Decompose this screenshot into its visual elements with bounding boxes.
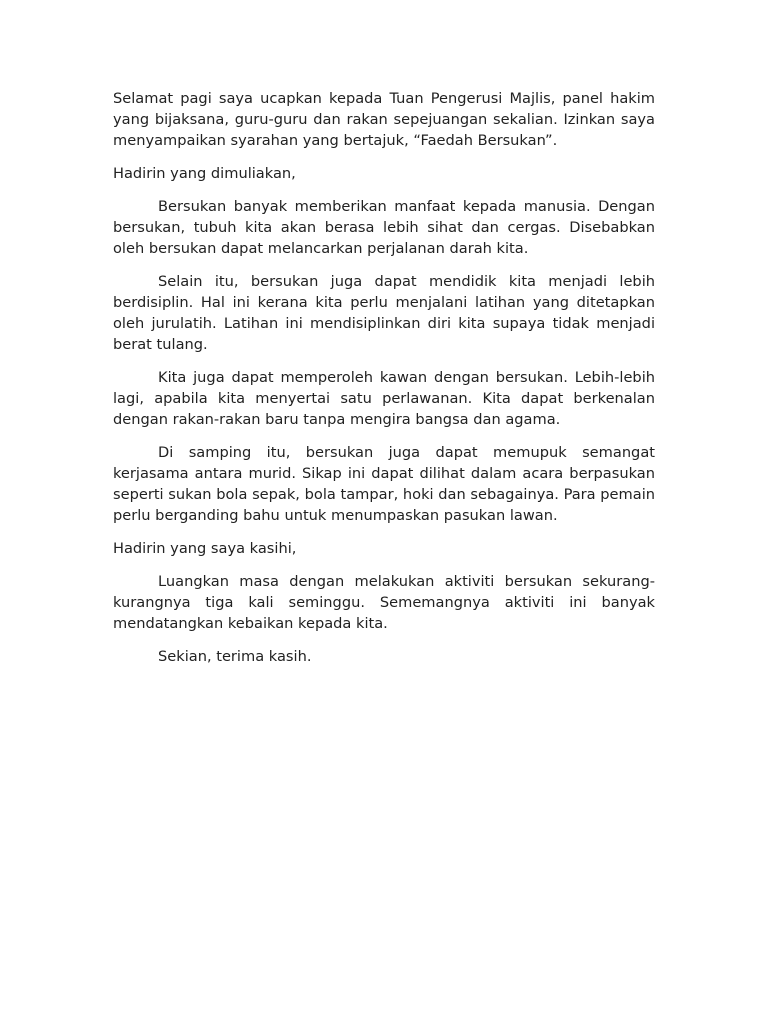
paragraph-body-2: Selain itu, bersukan juga dapat mendidik kita menjadi lebih berdisiplin. Hal ini kerana kita perlu menjalani latihan yang ditetapkan oleh jurulatih. Latihan ini mendisiplinkan diri kita supaya tidak menjadi berat tulang. xyxy=(113,273,655,353)
paragraph-closing: Sekian, terima kasih. xyxy=(158,648,312,666)
paragraph-salutation-2: Hadirin yang saya kasihi, xyxy=(113,539,297,557)
paragraph-opening: Selamat pagi saya ucapkan kepada Tuan Pengerusi Majlis, panel hakim yang bijaksana, guru-guru dan rakan sepejuangan sekalian. Izinkan saya menyampaikan syarahan yang bertajuk, “Faedah Bersukan”. xyxy=(113,90,655,149)
paragraph-body-5: Luangkan masa dengan melakukan aktiviti bersukan sekurang-kurangnya tiga kali seminggu. Sememangnya aktiviti ini banyak mendatangkan kebaikan kepada kita. xyxy=(113,573,655,632)
paragraph-body-4: Di samping itu, bersukan juga dapat memupuk semangat kerjasama antara murid. Sikap ini dapat dilihat dalam acara berpasukan seperti sukan bola sepak, bola tampar, hoki dan sebagainya. Para pemain perlu berganding bahu untuk menumpaskan pasukan lawan. xyxy=(113,444,655,524)
paragraph-salutation-1: Hadirin yang dimuliakan, xyxy=(113,164,296,182)
paragraph-body-3: Kita juga dapat memperoleh kawan dengan bersukan. Lebih-lebih lagi, apabila kita menyertai satu perlawanan. Kita dapat berkenalan dengan rakan-rakan baru tanpa mengira bangsa dan agama. xyxy=(113,369,655,428)
document-page xyxy=(113,89,655,681)
paragraph-body-1: Bersukan banyak memberikan manfaat kepada manusia. Dengan bersukan, tubuh kita akan berasa lebih sihat dan cergas. Disebabkan oleh bersukan dapat melancarkan perjalanan darah kita. xyxy=(113,198,655,257)
